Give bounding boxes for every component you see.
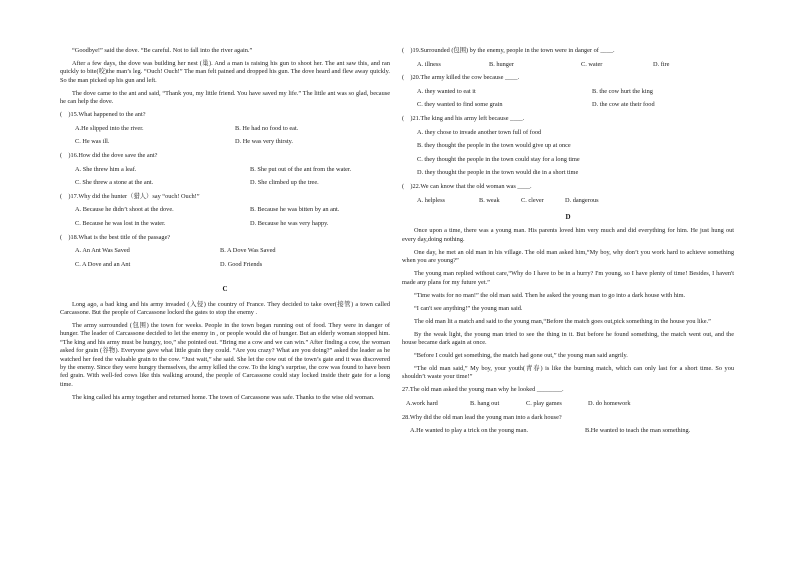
option-c: C. they thought the people in the town could stay for a long time — [417, 155, 580, 163]
option-d: D. He was very thirsty. — [235, 138, 293, 146]
question-17: ( )17.Why did the hunter（猎人）say “ouch! Ouch!” — [60, 192, 200, 200]
option-a: A. illness — [417, 60, 441, 68]
options-row — [60, 206, 390, 214]
question-15: ( )15.What happened to the ant? — [60, 111, 146, 119]
options-row — [402, 197, 734, 205]
options-row — [402, 88, 734, 96]
option-c: C. A Dove and an Ant — [75, 260, 131, 268]
question-16: ( )16.How did the dove save the ant? — [60, 152, 158, 159]
right-column — [402, 47, 734, 441]
option-a: A. they chose to invade another town full of food — [417, 128, 542, 136]
section-d-title: D — [565, 212, 571, 221]
passage-paragraph: “Time waits for no man!” the old man said. Then he asked the young man to go into a dark house with him. — [414, 291, 686, 299]
option-a: A.work hard — [406, 399, 438, 407]
option-b: B. weak — [479, 196, 500, 204]
option-b: B. they thought the people in the town would give up at once — [417, 142, 571, 150]
options-row — [402, 427, 734, 435]
option-a: A.He wanted to play a trick on the young man. — [410, 427, 529, 435]
question-27: 27.The old man asked the young man why he looked ________. — [402, 386, 564, 394]
passage-paragraph: Once upon a time, there was a young man. His parents loved him very much and did everything for him. He just hung out every day,doing nothing. — [402, 227, 734, 243]
options-row — [60, 125, 390, 133]
question-28: 28.Why did the old man lead the young man into a dark house? — [402, 413, 562, 421]
option-a: A. they wanted to eat it — [417, 87, 476, 95]
passage-paragraph: By the weak light, the young man tried to see the thing in it. But before he found something, the match went out, and the house became dark again at once. — [402, 330, 734, 346]
passage-paragraph: The young man replied without care,“Why do I have to be in a hurry? I'm young, so I have plenty of time! Besides, I haven't made any plans for my future yet.” — [402, 270, 734, 286]
option-c: C. Because he was lost in the water. — [75, 219, 166, 227]
options-row — [402, 400, 734, 408]
passage-paragraph: After a few days, the dove was building her nest (巢). And a man is raising his gun to shoot her. The ant saw this, and ran quickly to bite(咬)the man’s leg. “Ouch! Ouch!” The man felt pained and dropped his gun. The dove heard and flew away quickly. So the man picked up his gun and left. — [60, 60, 390, 84]
passage-paragraph: “Goodbye!” said the dove. “Be careful. Not to fall into the river again.” — [72, 47, 253, 54]
options-row — [60, 179, 390, 187]
option-a: A. She threw him a leaf. — [75, 165, 137, 173]
option-c: C. clever — [521, 196, 544, 204]
section-c-title: C — [222, 285, 228, 294]
options-row — [60, 261, 390, 269]
passage-paragraph: Long ago, a bad king and his army invaded (入侵) the country of France. They decided to take over(接管) a town called Carcassone. But the people of Carcassone locked the gates to stop the enemy . — [60, 300, 390, 316]
option-b: B. A Dove Was Saved — [220, 247, 276, 255]
options-row — [60, 220, 390, 228]
option-d: D. dangerous — [565, 196, 599, 204]
options-row — [60, 166, 390, 174]
option-b: B. She put out of the ant from the water. — [250, 165, 352, 173]
passage-paragraph: “I can't see anything!” the young man said. — [414, 304, 523, 312]
option-a: A. helpless — [417, 196, 445, 204]
question-21: ( )21.The king and his army left because ____. — [402, 114, 525, 122]
option-c: C. water — [581, 60, 603, 68]
passage-paragraph: “The old man said,” My boy, your youth(青春) is like the burning match, which can only last for a short time. So you shouldn’t waste your time!” — [402, 364, 734, 381]
option-c: C. She threw a stone at the ant. — [75, 179, 154, 187]
option-d: D. Because he was very happy. — [250, 219, 329, 227]
option-d: D. the cow ate their food — [592, 101, 655, 109]
passage-paragraph: “Before I could get something, the match had gone out,” the young man said angrily. — [414, 351, 628, 359]
option-c: C. they wanted to find some grain — [417, 101, 503, 109]
options-row — [402, 101, 734, 109]
option-d: D. do homework — [588, 399, 631, 407]
passage-paragraph: The army surrounded (包围) the town for weeks. People in the town began running out of food. They were in danger of hunger. The leader of Carcassone decided to let the enemy in , or people would die of hunger. But an elderly woman stopped him. “The king and his army must be hungry, too,” she pointed out. “Bring me a cow and we can win.” After finding a cow, the woman asked for grain (谷物). Everyone gave what little grain they could. “Are you crazy? What are you doing?” asked the leader as he watched her feed the valuable grain to the cow. “Just wait,” she said. She let the cow out of the town’s gate and it was discovered by the enemy. Since they were hungry themselves, the army killed the cow. To the king’s surprise, the cow was found to have been fed grain. With well-fed cows like this walking around, the people of Carcassone could stay locked inside their gate for a long time. — [60, 321, 390, 388]
options-row — [402, 61, 734, 69]
options-row — [60, 247, 390, 255]
question-20: ( )20.The army killed the cow because ____. — [402, 74, 520, 82]
question-22: ( )22.We can know that the old woman was ____. — [402, 182, 532, 190]
passage-paragraph: The old man lit a match and said to the young man,“Before the match goes out,pick something in the house you like.” — [414, 317, 711, 325]
option-d: D. they thought the people in the town would die in a short time — [417, 169, 579, 177]
passage-paragraph: One day, he met an old man in his village. The old man asked him,“My boy, why don’t you work hard to achieve something when you are young?” — [402, 248, 734, 265]
option-b: B. He had no food to eat. — [235, 124, 299, 132]
option-b: B. the cow hurt the king — [592, 87, 653, 95]
option-b: B. hang out — [470, 399, 500, 407]
passage-paragraph: The king called his army together and returned home. The town of Carcassone was safe. Thanks to the wise old woman. — [72, 393, 375, 401]
option-a: A. Because he didn’t shoot at the dove. — [75, 206, 174, 214]
option-c: C. He was ill. — [75, 138, 110, 146]
option-c: C. play games — [526, 399, 562, 407]
option-a: A. An Ant Was Saved — [75, 247, 130, 255]
option-a: A.He slipped into the river. — [75, 124, 144, 132]
option-d: D. fire — [653, 60, 670, 68]
option-b: B. hunger — [489, 60, 514, 68]
option-b: B.He wanted to teach the man something. — [585, 427, 691, 435]
option-d: D. She climbed up the tree. — [250, 179, 319, 187]
question-19: ( )19.Surrounded (包围) by the enemy, people in the town were in danger of ____. — [402, 47, 615, 54]
left-column — [60, 47, 390, 407]
question-18: ( )18.What is the best title of the passage? — [60, 233, 171, 241]
passage-paragraph: The dove came to the ant and said, “Thank you, my little friend. You have saved my life.” The little ant was so glad, because he can help the dove. — [60, 89, 390, 106]
option-d: D. Good Friends — [220, 260, 263, 268]
options-row — [60, 138, 390, 146]
option-b: B. Because he was bitten by an ant. — [250, 206, 340, 214]
